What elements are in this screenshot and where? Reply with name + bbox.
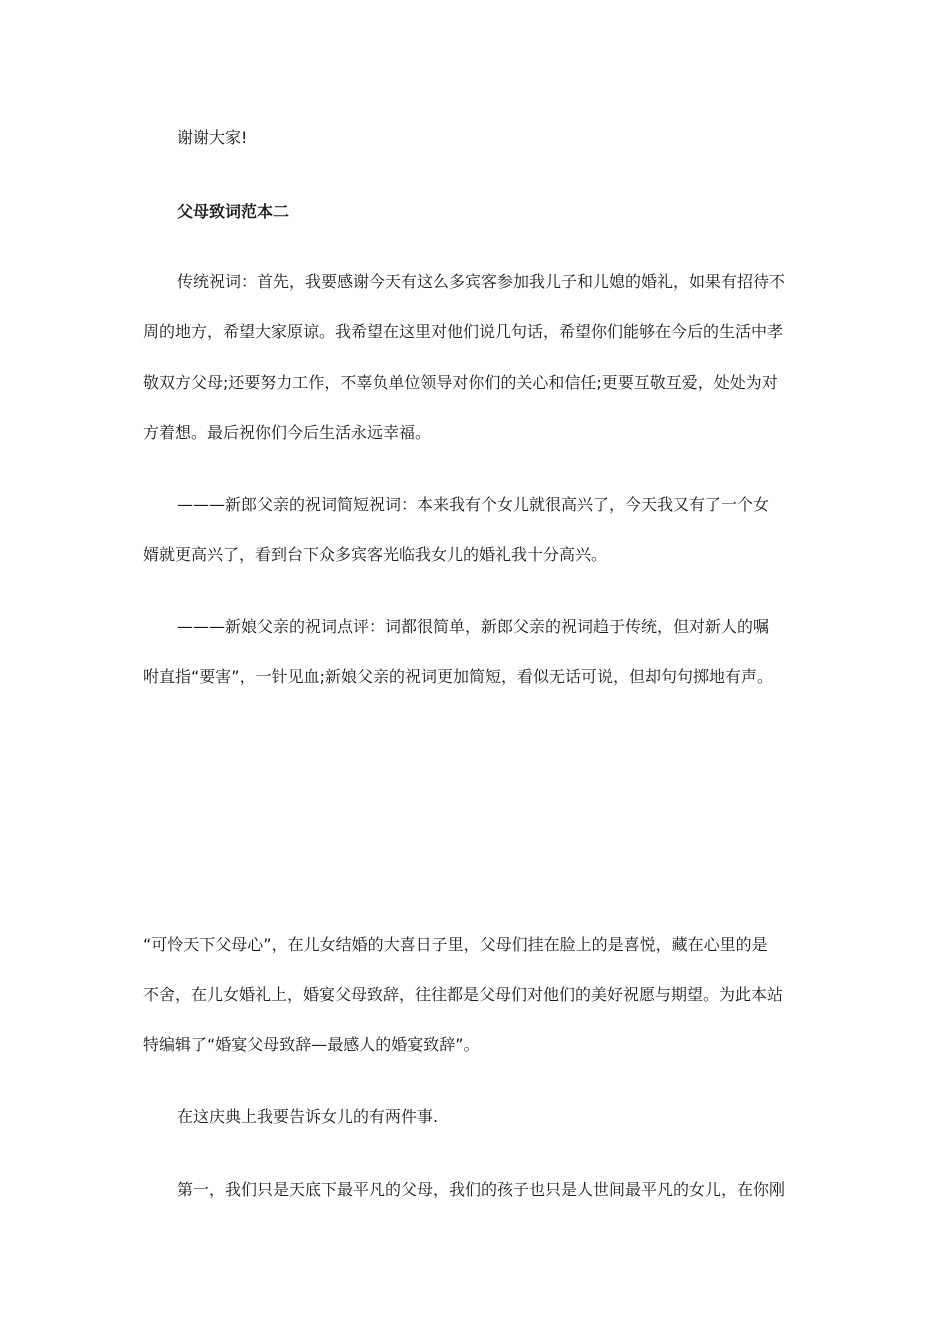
paragraph-line: 特编辑了“婚宴父母致辞—最感人的婚宴致辞”。: [143, 1035, 480, 1054]
paragraph-line: 第一，我们只是天底下最平凡的父母，我们的孩子也只是人世间最平凡的女儿，在你刚: [177, 1180, 786, 1199]
paragraph-line: 传统祝词：首先，我要感谢今天有这么多宾客参加我儿子和儿媳的婚礼，如果有招待不: [177, 272, 786, 291]
paragraph-line: 敬双方父母;还要努力工作，不辜负单位领导对你们的关心和信任;更要互敬互爱，处处为对: [143, 373, 778, 392]
paragraph-line: 不舍，在儿女婚礼上，婚宴父母致辞，往往都是父母们对他们的美好祝愿与期望。为此本站: [143, 985, 784, 1004]
paragraph-line: “可怜天下父母心”，在儿女结婚的大喜日子里，父母们挂在脸上的是喜悦，藏在心里的是: [143, 935, 768, 954]
paragraph-line: ———新娘父亲的祝词点评：词都很简单，新郎父亲的祝词趋于传统，但对新人的嘱: [177, 617, 770, 636]
paragraph-line: 方着想。最后祝你们今后生活永远幸福。: [143, 423, 432, 442]
paragraph-line: 咐直指“要害”，一针见血;新娘父亲的祝词更加简短，看似无话可说，但却句句掷地有声。: [143, 667, 773, 686]
section-heading: 父母致词范本二: [177, 202, 290, 221]
paragraph-line: ———新郎父亲的祝词简短祝词：本来我有个女儿就很高兴了，今天我又有了一个女: [177, 495, 770, 514]
paragraph-line: 周的地方，希望大家原谅。我希望在这里对他们说几句话，希望你们能够在今后的生活中孝: [143, 322, 784, 341]
paragraph-line: 在这庆典上我要告诉女儿的有两件事.: [177, 1107, 439, 1126]
paragraph-line: 婿就更高兴了，看到台下众多宾客光临我女儿的婚礼我十分高兴。: [143, 545, 608, 564]
closing-thanks: 谢谢大家!: [177, 128, 248, 147]
